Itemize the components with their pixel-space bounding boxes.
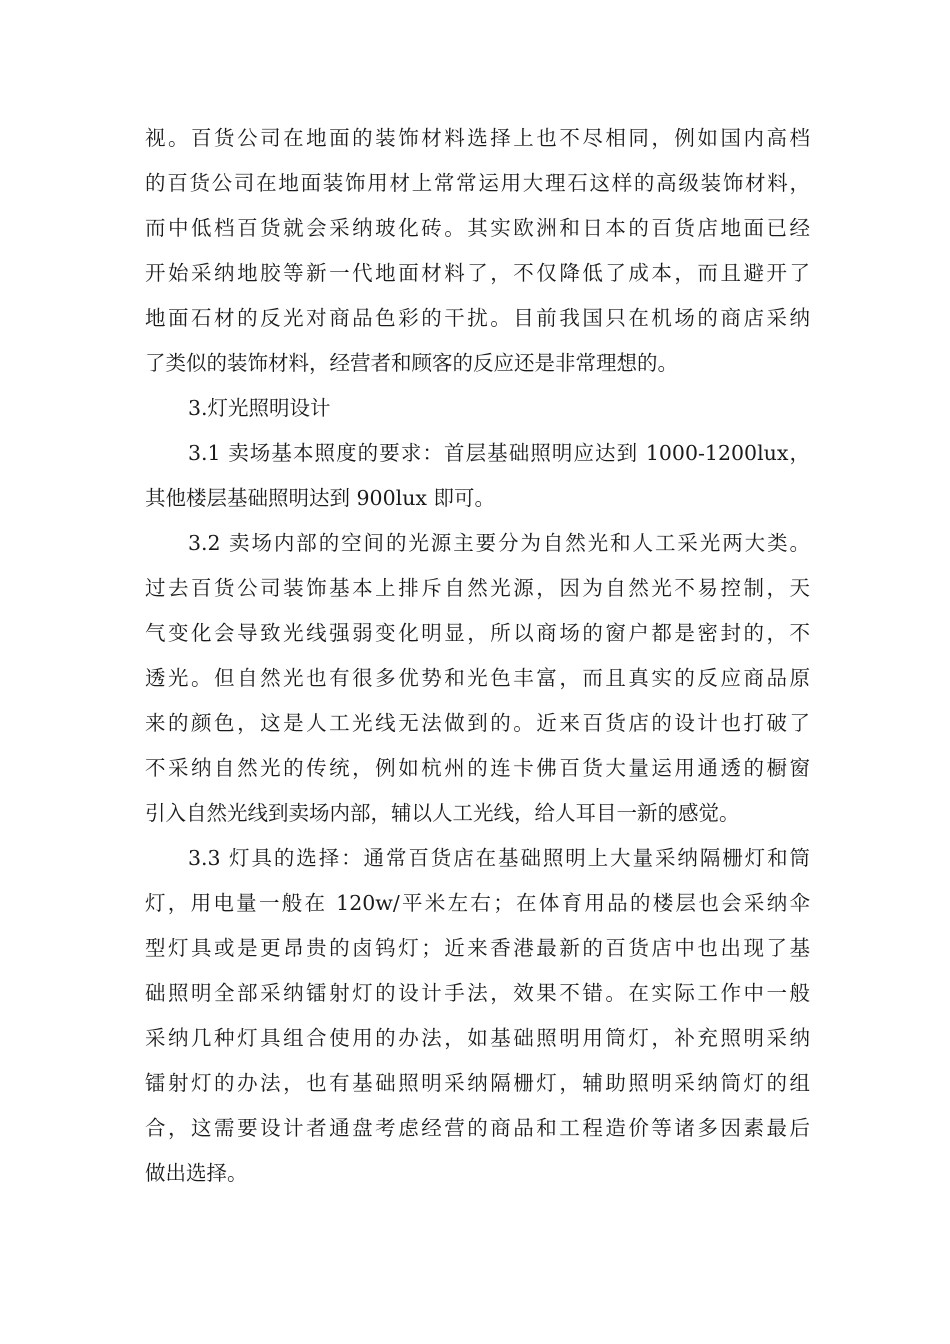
text-line: 镭射灯的办法，也有基础照明采纳隔栅灯，辅助照明采纳筒灯的组 xyxy=(145,1071,810,1095)
text-line: 来的颜色，这是人工光线无法做到的。近来百货店的设计也打破了 xyxy=(145,711,810,735)
text-line: 其他楼层基础照明达到 900lux 即可。 xyxy=(145,486,495,510)
text-line: 了类似的装饰材料，经营者和顾客的反应还是非常理想的。 xyxy=(145,351,678,375)
text-line: 的百货公司在地面装饰用材上常常运用大理石这样的高级装饰材料， xyxy=(145,171,810,195)
text-line: 做出选择。 xyxy=(145,1161,248,1185)
text-line: 而中低档百货就会采纳玻化砖。其实欧洲和日本的百货店地面已经 xyxy=(145,216,810,240)
text-line: 灯，用电量一般在 120w/平米左右；在体育用品的楼层也会采纳伞 xyxy=(145,891,810,915)
text-line: 础照明全部采纳镭射灯的设计手法，效果不错。在实际工作中一般 xyxy=(145,981,810,1005)
text-line: 型灯具或是更昂贵的卤钨灯；近来香港最新的百货店中也出现了基 xyxy=(145,936,810,960)
text-line: 引入自然光线到卖场内部，辅以人工光线，给人耳目一新的感觉。 xyxy=(145,801,740,825)
text-line: 3.2 卖场内部的空间的光源主要分为自然光和人工采光两大类。 xyxy=(188,531,810,555)
section-heading: 3.灯光照明设计 xyxy=(188,396,331,420)
text-line: 不采纳自然光的传统，例如杭州的连卡佛百货大量运用通透的橱窗 xyxy=(145,756,810,780)
text-line: 3.3 灯具的选择：通常百货店在基础照明上大量采纳隔栅灯和筒 xyxy=(188,846,810,870)
text-line: 3.1 卖场基本照度的要求：首层基础照明应达到 1000-1200lux， xyxy=(188,441,810,465)
text-line: 合，这需要设计者通盘考虑经营的商品和工程造价等诸多因素最后 xyxy=(145,1116,810,1140)
text-line: 过去百货公司装饰基本上排斥自然光源，因为自然光不易控制，天 xyxy=(145,576,810,600)
text-line: 视。百货公司在地面的装饰材料选择上也不尽相同，例如国内高档 xyxy=(145,126,810,150)
text-line: 地面石材的反光对商品色彩的干扰。目前我国只在机场的商店采纳 xyxy=(145,306,810,330)
text-line: 气变化会导致光线强弱变化明显，所以商场的窗户都是密封的，不 xyxy=(145,621,810,645)
text-line: 透光。但自然光也有很多优势和光色丰富，而且真实的反应商品原 xyxy=(145,666,810,690)
body-text xyxy=(145,116,810,1196)
text-line: 采纳几种灯具组合使用的办法，如基础照明用筒灯，补充照明采纳 xyxy=(145,1026,810,1050)
text-line: 开始采纳地胶等新一代地面材料了，不仅降低了成本，而且避开了 xyxy=(145,261,810,285)
